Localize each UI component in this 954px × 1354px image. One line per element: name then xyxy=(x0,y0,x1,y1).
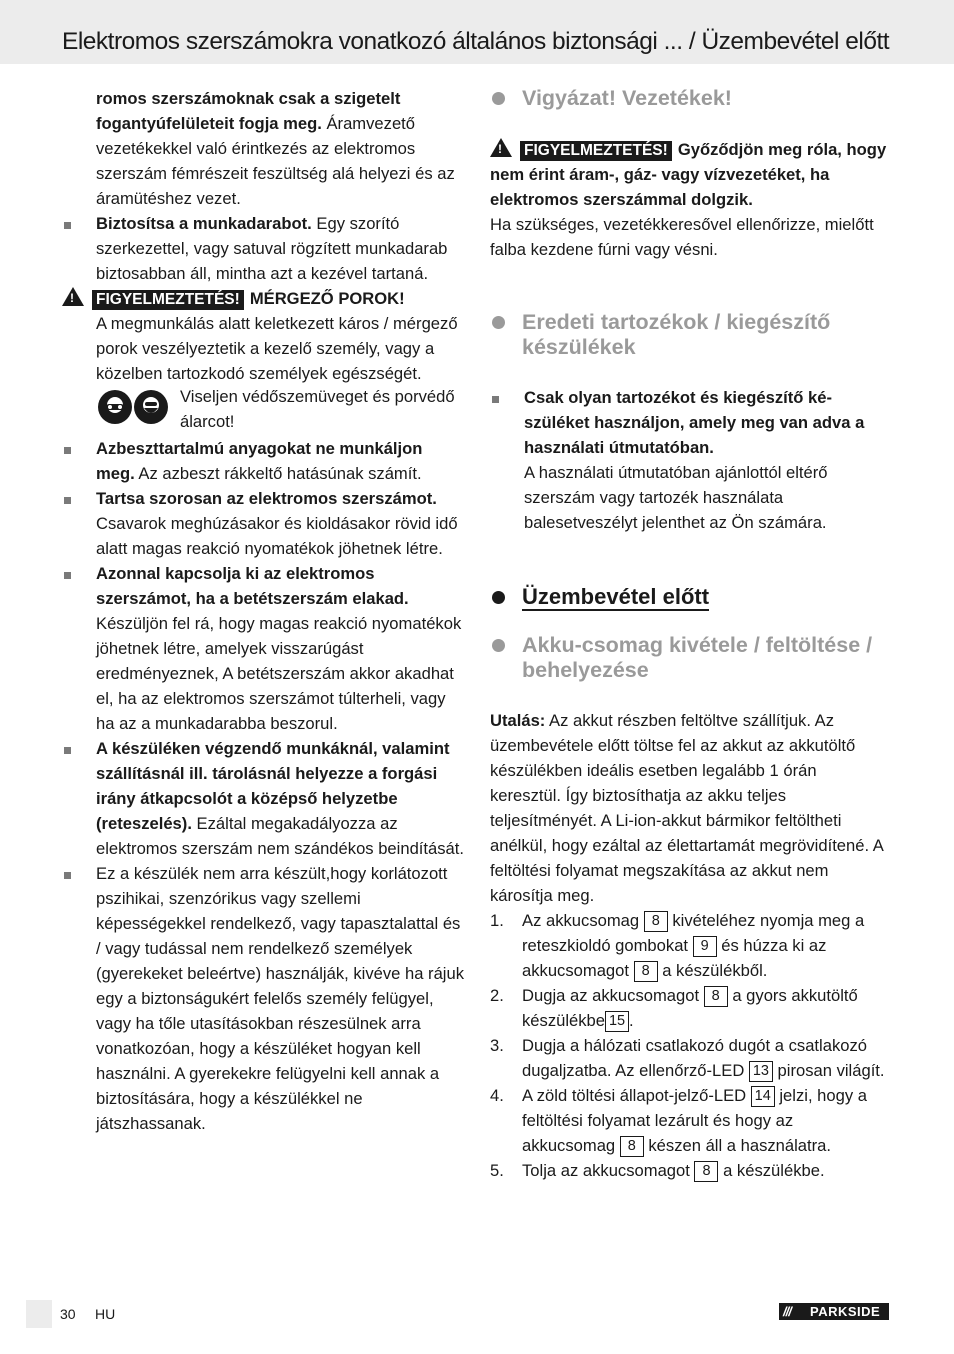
ppe-icons-row xyxy=(62,386,464,436)
section-heading-battery: Akku-csomag kivétele / feltöltése / behelyezése xyxy=(490,633,890,683)
intro-paragraph: romos szerszámoknak csak a szigetelt fogantyúfelületeit fogja meg. Áramvezető vezetékekkel való érintkezés az elektromos szerszám fémrészeit feszültség alá helyezi és az áramütéshez vezet. xyxy=(96,89,455,208)
language-code: HU xyxy=(95,1306,116,1322)
warning-icon: ! xyxy=(62,287,84,306)
warning-title: MÉRGEZŐ POROK! xyxy=(249,289,405,308)
step-item: 1. Az akkucsomag 8 kivételéhez nyomja meg a reteszkioldó gombokat 9 és húzza ki az akkucsomagot 8 a készülékből. xyxy=(490,911,865,980)
left-column xyxy=(62,86,464,1136)
warning-text-bold: Győződjön meg róla, hogy nem érint áram-, gáz- vagy vízvezetéket, ha elektromos szerszámmal dolgzik. xyxy=(490,140,887,209)
step-item: 2. Dugja az akkucsomagot 8 a gyors akkutöltő készülékbe 15 . xyxy=(490,986,858,1030)
page-title: Elektromos szerszámokra vonatkozó általános biztonsági ... / Üzembevétel előtt xyxy=(62,28,890,55)
step-item: 5. Tolja az akkucsomagot 8 a készülékbe. xyxy=(490,1161,825,1180)
section-heading-accessories: Eredeti tartozékok / kiegészítő készülékek xyxy=(490,310,890,360)
right-column xyxy=(490,86,890,1183)
part-ref: 8 xyxy=(634,961,658,982)
warning-block xyxy=(62,286,464,386)
list-item: Azbeszttartalmú anyagokat ne munkáljon meg. Az azbeszt rákkeltő hatásúnak számít. xyxy=(62,436,464,486)
list-item: A készüléken végzendő munkáknál, valamint szállításnál ill. tárolásnál helyezze a forgási irány átkapcsolót a középső helyzetbe (reteszelés). Ezáltal megakadályozza az elektromos szerszám nem szándékos beindítását. xyxy=(62,736,464,861)
list-item: Azonnal kapcsolja ki az elektromos szerszámot, ha a betétszerszám elakad. Készüljön fel rá, hogy magas reakció nyomatékok jöhetnek létre, amelyek visszarúgást eredményeznek, A betétszerszám akkor akadhat el, ha az elektromos szerszámot túlterheli, vagy ha az a munkadarabba beszorul. xyxy=(62,561,464,736)
section-heading-cables: Vigyázat! Vezetékek! xyxy=(490,86,890,111)
part-ref: 14 xyxy=(751,1086,775,1107)
list-item: Tartsa szorosan az elektromos szerszámot. Csavarok meghúzásakor és kioldásakor rövid idő alatt magas reakció nyomatékok jöhetnek létre. xyxy=(62,486,464,561)
footer-marker xyxy=(26,1300,52,1328)
warning-text: A megmunkálás alatt keletkezett káros / mérgező porok veszélyeztetik a kezelő személy, vagy a közelben tartozkodó személyek egészségét. xyxy=(96,314,458,383)
part-ref: 8 xyxy=(620,1136,644,1157)
part-ref: 8 xyxy=(644,911,668,932)
warning-block xyxy=(490,137,890,262)
page-number: 30 xyxy=(60,1306,76,1322)
part-ref: 15 xyxy=(605,1011,629,1032)
note-paragraph: Utalás: Az akkut részben feltöltve szállítjuk. Az üzembevétele előtt töltse fel az akkut az akkutöltő készülékben ideális esetben legalább 1 órán keresztül. Így biztosíthatja az akku teljes teljesítményét. A Li-ion-akkut bármikor feltöltheti anélkül, hogy ezáltal az élettartamát megrövidítené. A feltöltési folyamat megszakítása az akkut nem károsítja meg. xyxy=(490,711,883,905)
warning-label: FIGYELMEZTETÉS! xyxy=(520,141,672,161)
ppe-instruction: Viseljen védőszemüveget és porvédő álarcot! xyxy=(180,387,455,431)
warning-text: Ha szükséges, vezetékkeresővel ellenőrizze, mielőtt falba kezdene fúrni vagy vésni. xyxy=(490,215,874,259)
page-header xyxy=(0,0,954,64)
part-ref: 8 xyxy=(704,986,728,1007)
list-item: Ez a készülék nem arra készült,hogy korlátozott pszihikai, szenzórikus vagy szellemi képességekkel rendelkező, vagy tapasztalattal és / vagy tudással nem rendelkező személyek (gyerekeket beleértve) használják, kivéve ha rájuk egy a biztonságukért felelős személy felügyel, vagy ha tőle utasításokban részesülnek arra vonatkozóan, hogy a készüléket hogyan kell használni. A gyerekekre felügyelni kell annak a biztosítására, hogy a készülékkel ne játszhassanak. xyxy=(62,861,464,1136)
list-item: Biztosítsa a munkadarabot. Egy szorító szerkezettel, vagy satuval rögzített munkadarab biztosabban áll, mintha azt a kezével tartaná. xyxy=(62,211,464,286)
step-item: 3. Dugja a hálózati csatlakozó dugót a csatlakozó dugaljzatba. Az ellenőrző-LED 13 pirosan világít. xyxy=(490,1036,885,1080)
warning-label: FIGYELMEZTETÉS! xyxy=(92,290,244,310)
part-ref: 8 xyxy=(694,1161,718,1182)
section-heading-before-use: Üzembevétel előtt xyxy=(490,584,890,610)
part-ref: 13 xyxy=(749,1061,773,1082)
list-item: Csak olyan tartozékot és kiegészítő ké-szüléket használjon, amely meg van adva a használati útmutatóban. xyxy=(490,385,890,460)
safety-goggles-icon xyxy=(98,390,132,424)
warning-icon: ! xyxy=(490,138,512,157)
accessories-text: A használati útmutatóban ajánlottól eltérő szerszám vagy tartozék használata balesetveszélyt jelenthet az Ön számára. xyxy=(524,463,828,532)
part-ref: 9 xyxy=(693,936,717,957)
dust-mask-icon xyxy=(134,390,168,424)
step-item: 4. A zöld töltési állapot-jelző-LED 14 jelzi, hogy a feltöltési folyamat lezárult és hogy az akkucsomag 8 készen áll a használatra. xyxy=(490,1086,867,1155)
parkside-logo: /// PARKSIDE xyxy=(779,1303,889,1320)
